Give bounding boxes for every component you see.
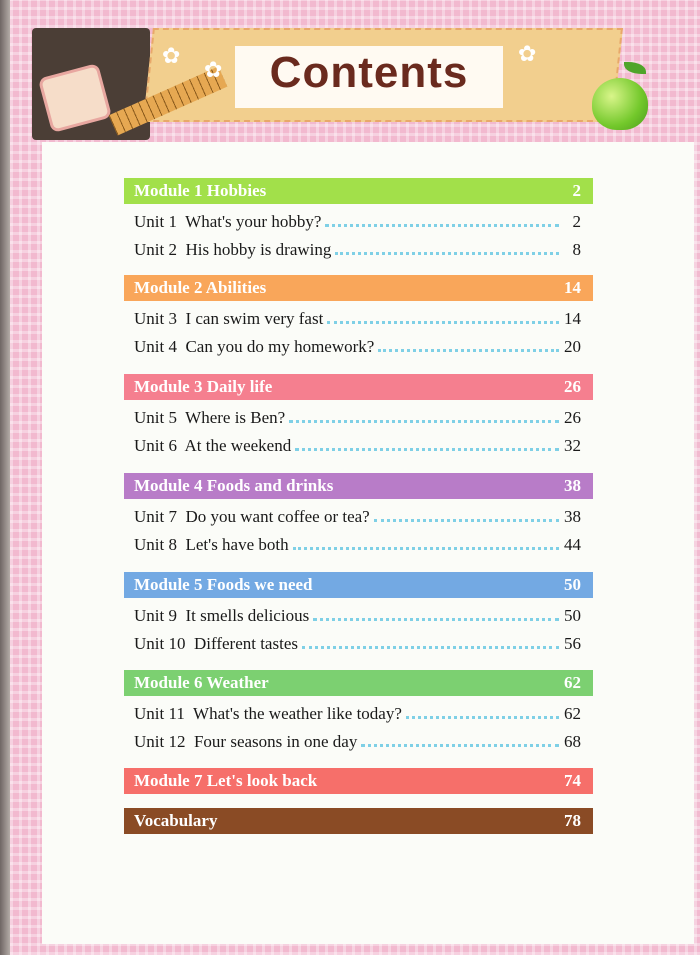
unit-title: Unit 3 I can swim very fast (134, 309, 324, 328)
unit-page: 44 (564, 535, 581, 554)
module-row[interactable] (124, 768, 593, 794)
unit-row[interactable] (124, 704, 593, 728)
unit-row[interactable] (124, 408, 593, 432)
leader-dots (302, 634, 559, 649)
vocabulary-page: 78 (564, 811, 581, 830)
module-title: Module 7 Let's look back (134, 771, 318, 790)
unit-title: Unit 12 Four seasons in one day (134, 732, 358, 751)
module-row[interactable] (124, 670, 593, 696)
module-title: Module 1 Hobbies (134, 181, 267, 200)
module-title: Module 2 Abilities (134, 278, 267, 297)
unit-page: 8 (572, 240, 581, 259)
unit-title: Unit 11 What's the weather like today? (134, 704, 402, 723)
vocabulary-title: Vocabulary (134, 811, 218, 830)
unit-title: Unit 8 Let's have both (134, 535, 289, 554)
module-page: 14 (564, 278, 581, 297)
unit-row[interactable] (124, 436, 593, 460)
leader-dots (378, 337, 559, 352)
apple-icon (592, 78, 648, 130)
unit-title: Unit 7 Do you want coffee or tea? (134, 507, 370, 526)
module-page: 50 (564, 575, 581, 594)
apple-leaf-icon (624, 62, 646, 74)
unit-page: 20 (564, 337, 581, 356)
module-page: 26 (564, 377, 581, 396)
unit-title: Unit 1 What's your hobby? (134, 212, 322, 231)
unit-row[interactable] (124, 634, 593, 658)
unit-title: Unit 6 At the weekend (134, 436, 292, 455)
module-row[interactable] (124, 572, 593, 598)
leader-dots (374, 507, 559, 522)
leader-dots (406, 704, 559, 719)
module-title: Module 3 Daily life (134, 377, 273, 396)
module-row[interactable] (124, 178, 593, 204)
unit-title: Unit 4 Can you do my homework? (134, 337, 375, 356)
unit-title: Unit 5 Where is Ben? (134, 408, 286, 427)
leader-dots (295, 436, 559, 451)
vocabulary-row[interactable] (124, 808, 593, 834)
unit-row[interactable] (124, 507, 593, 531)
unit-page: 26 (564, 408, 581, 427)
leader-dots (361, 732, 559, 747)
leader-dots (293, 535, 559, 550)
unit-title: Unit 2 His hobby is drawing (134, 240, 332, 259)
unit-page: 2 (572, 212, 581, 231)
module-row[interactable] (124, 275, 593, 301)
unit-page: 62 (564, 704, 581, 723)
leader-dots (327, 309, 559, 324)
flower-icon: ✿ (518, 42, 537, 67)
header-decoration (10, 0, 700, 140)
module-page: 38 (564, 476, 581, 495)
unit-row[interactable] (124, 606, 593, 630)
unit-row[interactable] (124, 240, 593, 264)
page-title: Contents (269, 48, 469, 97)
module-page: 74 (564, 771, 581, 790)
leader-dots (325, 212, 559, 227)
unit-page: 50 (564, 606, 581, 625)
unit-row[interactable] (124, 212, 593, 236)
module-page: 2 (572, 181, 581, 200)
unit-page: 14 (564, 309, 581, 328)
unit-page: 32 (564, 436, 581, 455)
module-row[interactable] (124, 374, 593, 400)
flower-icon: ✿ (204, 58, 223, 83)
leader-dots (313, 606, 559, 621)
unit-page: 68 (564, 732, 581, 751)
module-row[interactable] (124, 473, 593, 499)
module-title: Module 6 Weather (134, 673, 269, 692)
unit-page: 38 (564, 507, 581, 526)
unit-title: Unit 10 Different tastes (134, 634, 298, 653)
unit-row[interactable] (124, 337, 593, 361)
module-title: Module 4 Foods and drinks (134, 476, 334, 495)
unit-row[interactable] (124, 535, 593, 559)
module-page: 62 (564, 673, 581, 692)
flower-icon: ✿ (162, 44, 181, 69)
unit-row[interactable] (124, 732, 593, 756)
unit-row[interactable] (124, 309, 593, 333)
unit-page: 56 (564, 634, 581, 653)
leader-dots (289, 408, 559, 423)
leader-dots (335, 240, 559, 255)
unit-title: Unit 9 It smells delicious (134, 606, 310, 625)
module-title: Module 5 Foods we need (134, 575, 313, 594)
